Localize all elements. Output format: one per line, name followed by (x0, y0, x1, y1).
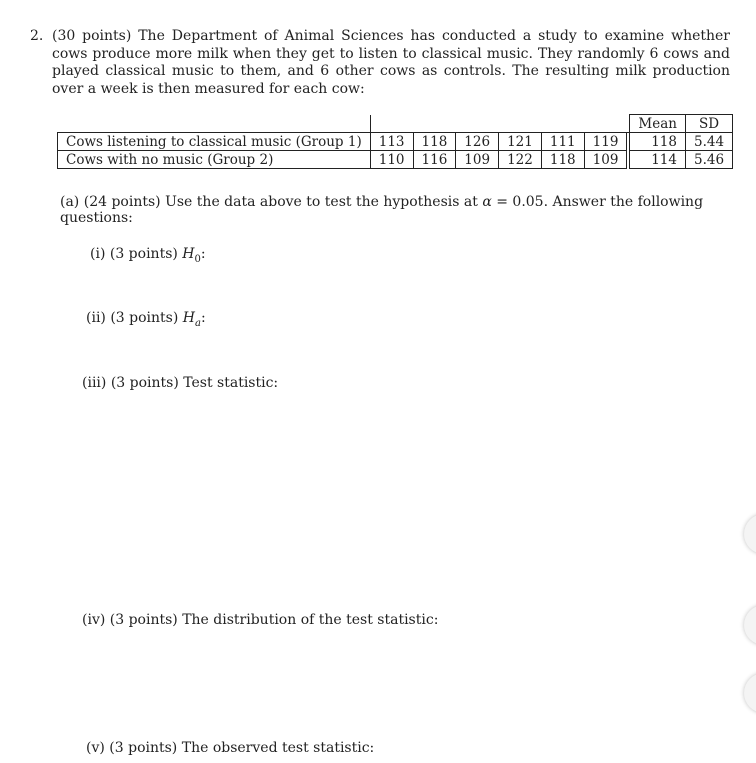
subpart-text: The observed test statistic: (181, 740, 375, 756)
table-cell: 109 (584, 151, 627, 169)
subpart-label: (ii) (86, 310, 106, 326)
subpart-label: (iii) (82, 375, 107, 391)
floating-action-button[interactable] (744, 605, 756, 645)
subpart-text: : (200, 246, 206, 262)
row-label: Cows with no music (Group 2) (58, 151, 371, 169)
part-a-label: (a) (60, 194, 80, 210)
table-cell: 110 (370, 151, 413, 169)
row-mean: 118 (630, 133, 686, 151)
table-cell: 111 (541, 133, 584, 151)
table-cell: 121 (499, 133, 542, 151)
null-hypothesis-subscript: 0 (194, 253, 201, 265)
alpha-symbol: α (482, 194, 492, 210)
header-sd: SD (685, 115, 732, 133)
subpart-points: (3 points) (109, 612, 178, 628)
subpart-iv (82, 612, 438, 628)
alt-hypothesis-subscript: a (195, 317, 201, 329)
header-blank-label (58, 115, 371, 133)
subpart-label: (iv) (82, 612, 106, 628)
table-cell: 118 (413, 133, 456, 151)
problem-text: (30 points) The Department of Animal Sciences has conducted a study to examine whether cows produce more milk when they get to listen to classical music. They randomly 6 cows and played classical music to them, and 6 other cows as controls. The resulting milk production over a week is then measured for each cow: (52, 28, 730, 97)
alpha-value: = 0.05. (496, 194, 549, 210)
table-cell: 116 (413, 151, 456, 169)
part-a-text-before: Use the data above to test the hypothesis at (165, 194, 478, 210)
subpart-points: (3 points) (109, 246, 178, 262)
part-a-question (60, 194, 756, 226)
subpart-iii (82, 375, 278, 391)
header-mean: Mean (630, 115, 686, 133)
subpart-text: The distribution of the test statistic: (182, 612, 439, 628)
table-cell: 118 (541, 151, 584, 169)
table-cell: 113 (370, 133, 413, 151)
row-mean: 114 (630, 151, 686, 169)
part-a-text-after: Answer the following questions: (60, 194, 704, 226)
milk-production-table (57, 114, 733, 169)
table-row (58, 133, 733, 151)
problem-number: 2. (30, 28, 44, 44)
floating-action-button[interactable] (744, 673, 756, 713)
subpart-points: (3 points) (109, 740, 178, 756)
table-header-row (58, 115, 733, 133)
header-blank-values (370, 115, 627, 133)
row-label: Cows listening to classical music (Group 1) (58, 133, 371, 151)
problem-statement (30, 28, 730, 98)
table-cell: 109 (456, 151, 499, 169)
subpart-i (90, 246, 206, 265)
null-hypothesis-symbol: H (182, 246, 195, 262)
floating-action-button[interactable] (744, 514, 756, 554)
table-cell: 119 (584, 133, 627, 151)
alt-hypothesis-symbol: H (182, 310, 195, 326)
subpart-v (86, 740, 374, 756)
subpart-label: (v) (86, 740, 105, 756)
table-cell: 122 (499, 151, 542, 169)
row-sd: 5.46 (685, 151, 732, 169)
subpart-label: (i) (90, 246, 106, 262)
table-row (58, 151, 733, 169)
subpart-points: (3 points) (110, 310, 179, 326)
part-a-points: (24 points) (83, 194, 161, 210)
subpart-ii (86, 310, 206, 329)
subpart-text: Test statistic: (183, 375, 279, 391)
table-cell: 126 (456, 133, 499, 151)
subpart-text: : (200, 310, 206, 326)
subpart-points: (3 points) (110, 375, 179, 391)
row-sd: 5.44 (685, 133, 732, 151)
